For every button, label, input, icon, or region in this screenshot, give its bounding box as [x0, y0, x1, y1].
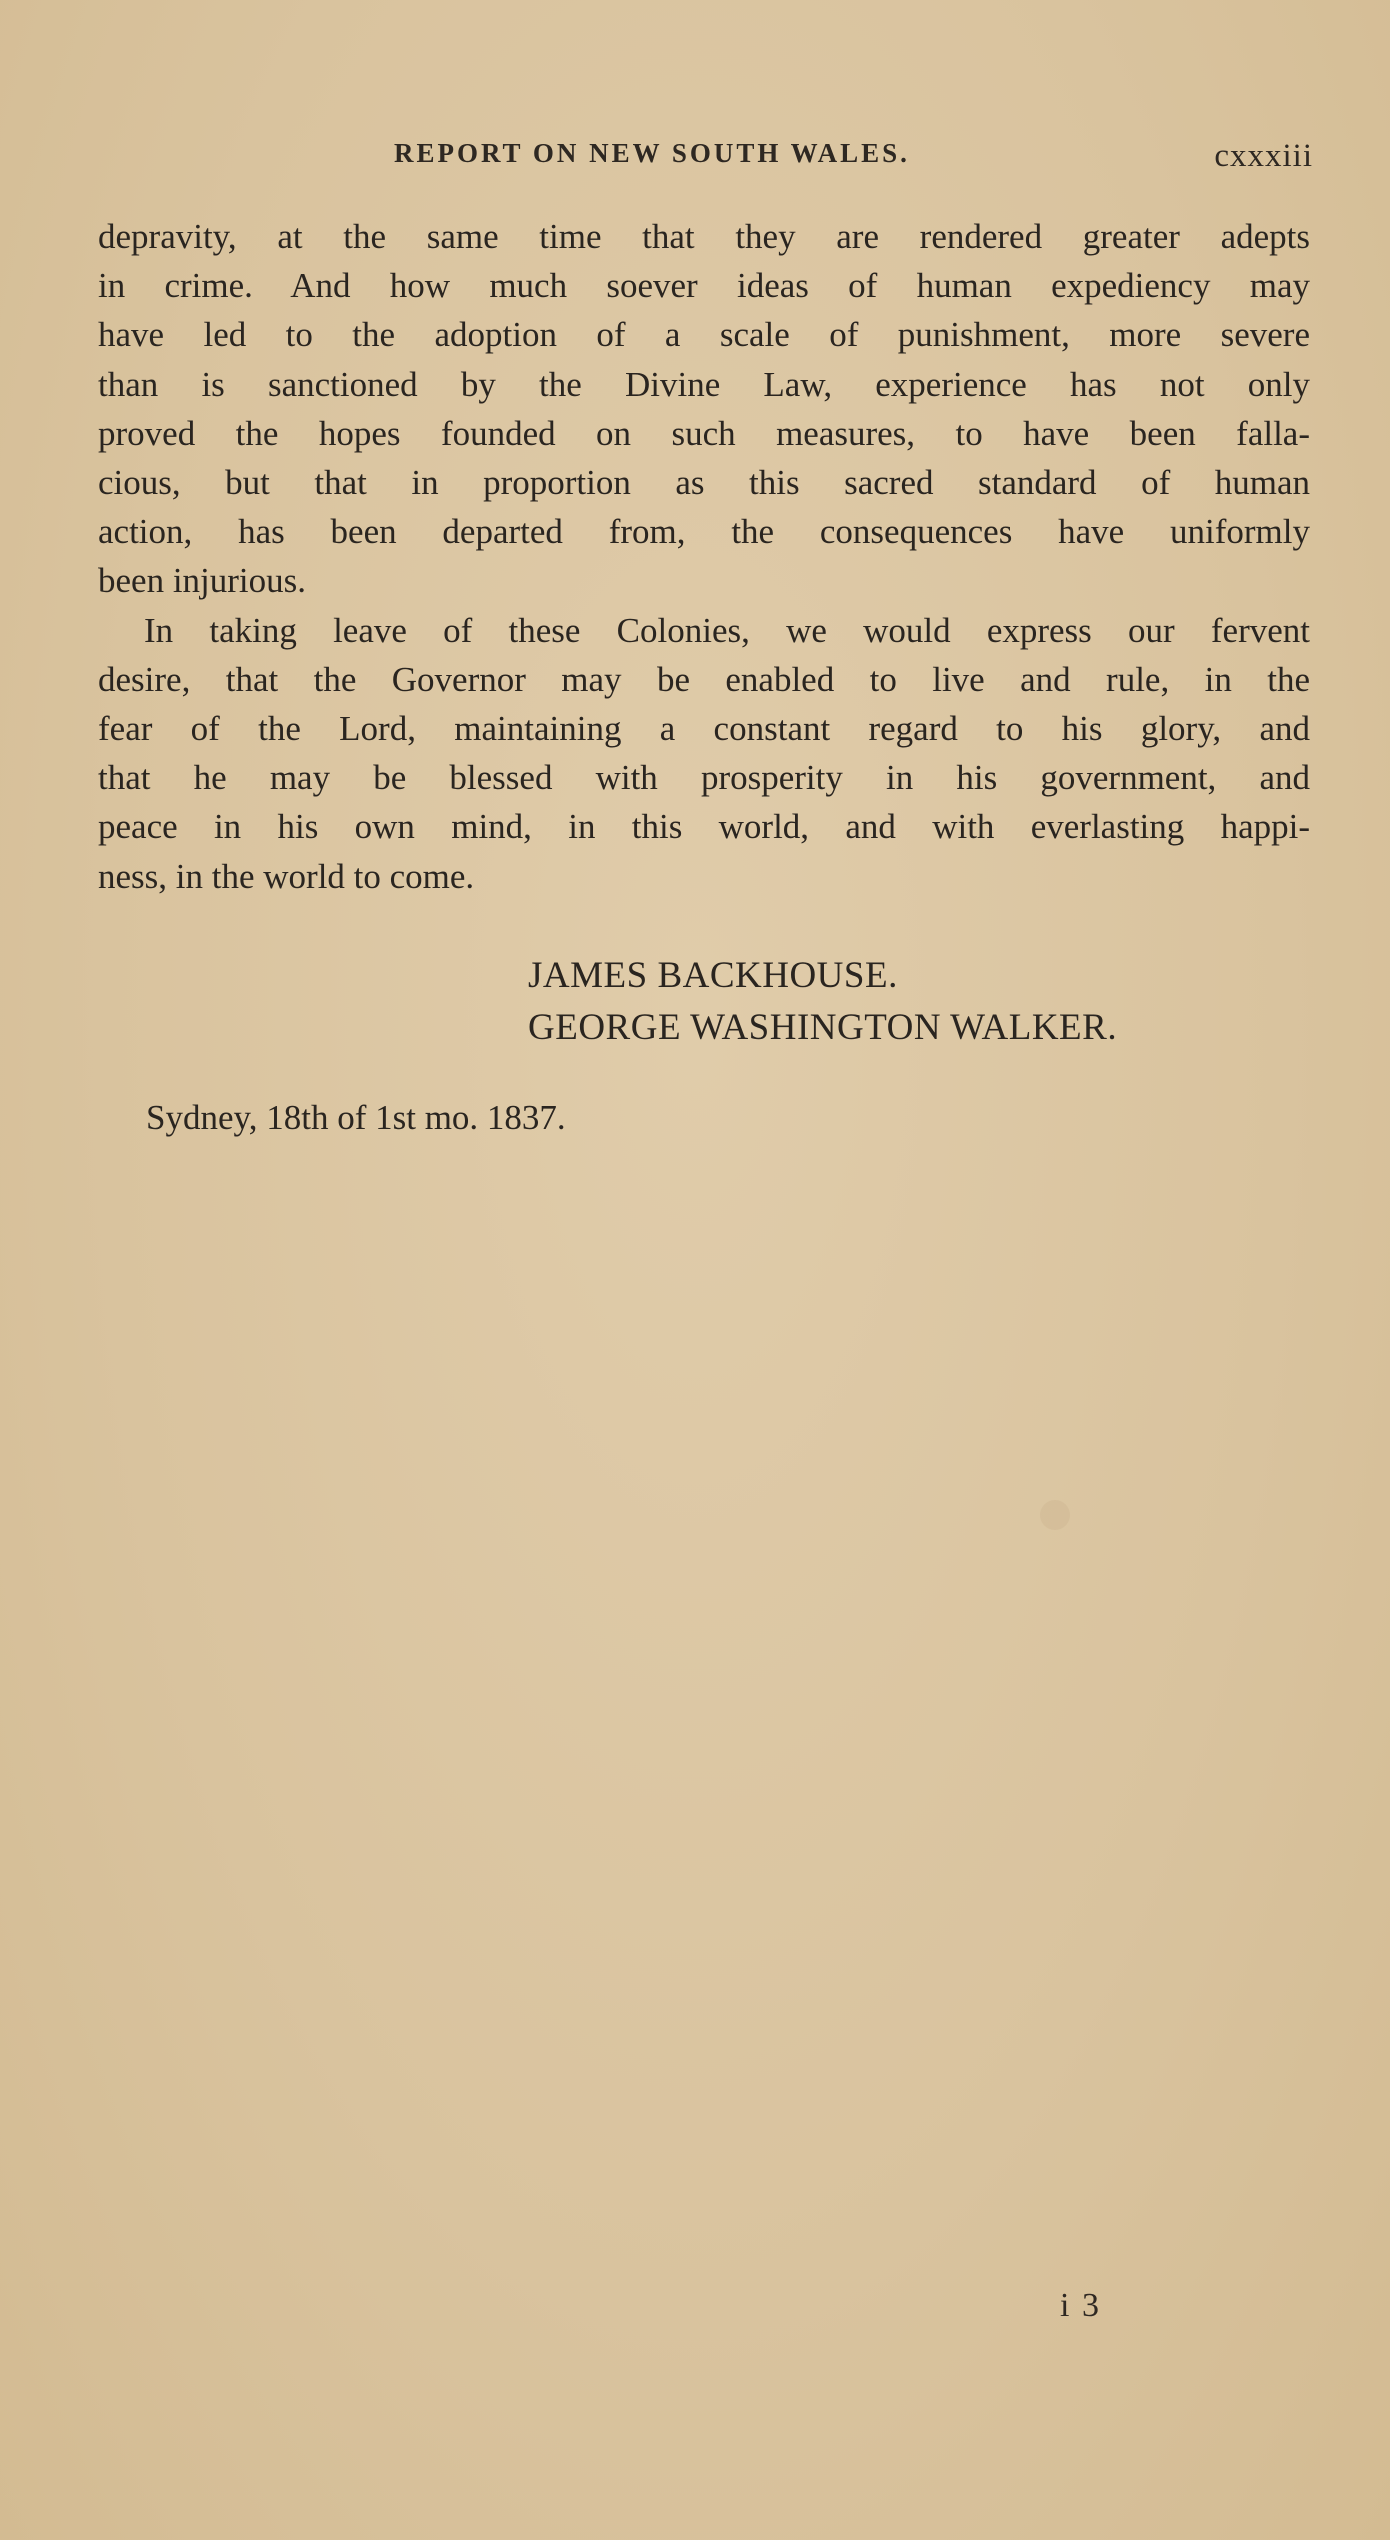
text-line: depravity, at the same time that they are rendered greater adepts — [98, 217, 1310, 256]
text-line: desire, that the Governor may be enabled to live and rule, in the — [98, 659, 1310, 699]
body-text — [98, 212, 1310, 901]
text-line: that he may be blessed with prosperity in his government, and — [98, 758, 1310, 798]
signatory-name: GEORGE WASHINGTON WALKER. — [528, 1007, 1118, 1048]
paragraph-2 — [98, 606, 1310, 901]
running-head — [98, 138, 1313, 178]
signatory-name: JAMES BACKHOUSE. — [528, 955, 898, 996]
paper-stain — [1040, 1500, 1070, 1530]
running-title: REPORT ON NEW SOUTH WALES. — [394, 138, 910, 168]
paragraph-1 — [98, 212, 1310, 606]
page-number: cxxxiii — [1214, 138, 1313, 174]
signature-block — [528, 950, 1117, 1054]
text-line: fear of the Lord, maintaining a constant regard to his glory, and — [98, 709, 1310, 749]
text-line: than is sanctioned by the Divine Law, experience has not only — [98, 364, 1310, 404]
text-line: have led to the adoption of a scale of punishment, more severe — [98, 315, 1310, 355]
text-line: been injurious. — [98, 561, 307, 601]
text-line: proved the hopes founded on such measures, to have been falla- — [98, 413, 1310, 453]
text-line: ness, in the world to come. — [98, 856, 475, 896]
printer-signature-mark: i 3 — [1060, 2287, 1101, 2324]
dateline: Sydney, 18th of 1st mo. 1837. — [146, 1098, 566, 1137]
text-line: In taking leave of these Colonies, we would express our fervent — [144, 610, 1310, 650]
text-line: action, has been departed from, the consequences have uniformly — [98, 512, 1310, 552]
text-line: peace in his own mind, in this world, and with everlasting happi- — [98, 807, 1310, 847]
text-line: in crime. And how much soever ideas of human expediency may — [98, 266, 1310, 306]
text-line: cious, but that in proportion as this sacred standard of human — [98, 463, 1310, 503]
